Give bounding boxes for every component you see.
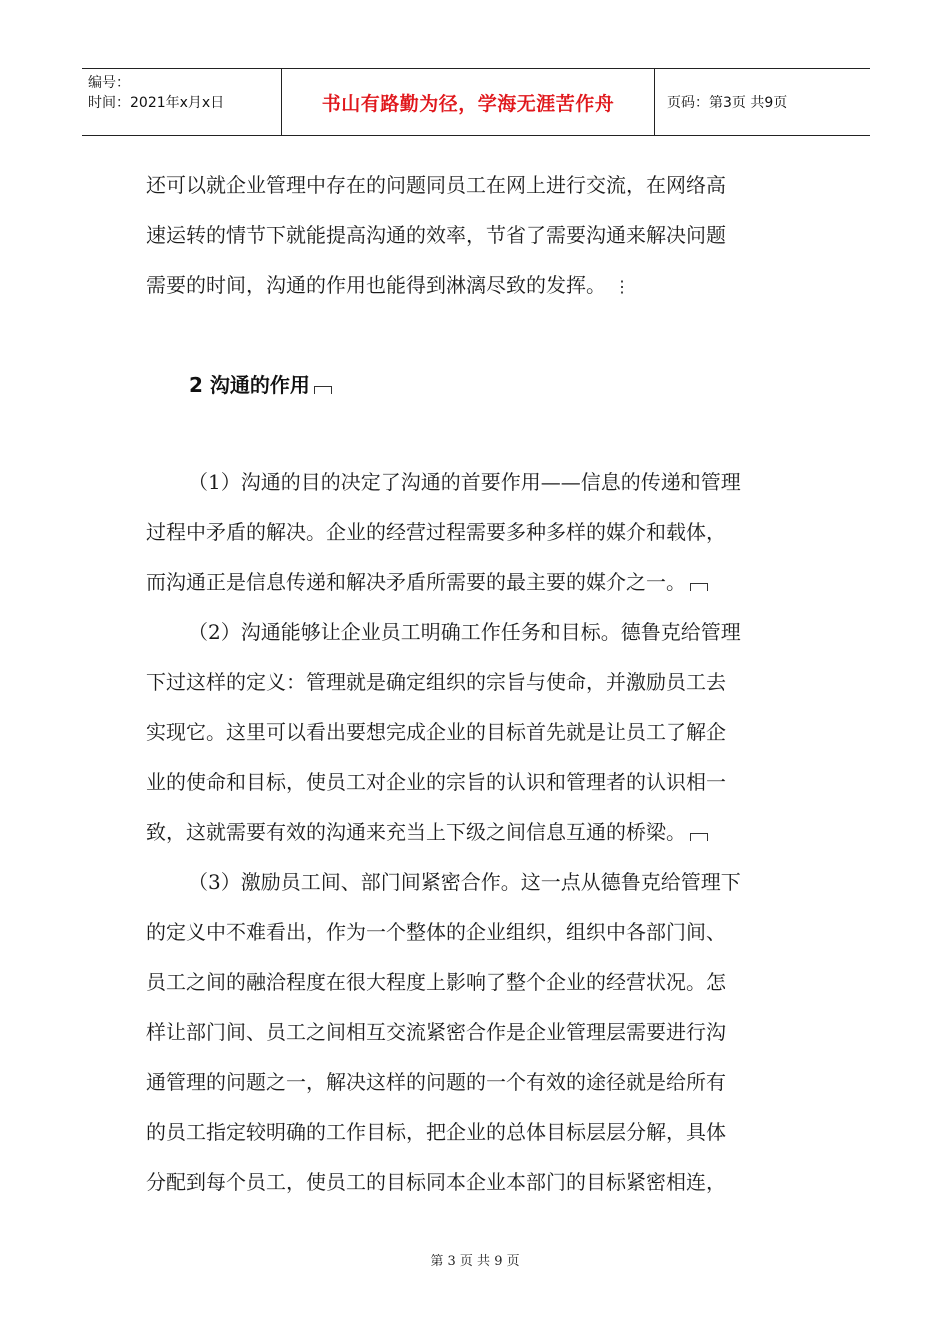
text-line xyxy=(146,210,810,260)
header-motto-cell xyxy=(282,69,655,135)
header-motto: 书山有路勤为径，学海无涯苦作舟 xyxy=(321,92,615,115)
page-footer: 第 3 页 共 9 页 xyxy=(430,1254,520,1269)
text-line xyxy=(146,1057,810,1107)
text-line-content: 员工之间的融洽程度在很大程度上影响了整个企业的经营状况。怎 xyxy=(146,970,726,994)
text-line xyxy=(146,707,810,757)
text-line-content: （2）沟通能够让企业员工明确工作任务和目标。德鲁克给管理 xyxy=(188,620,741,644)
header-meta-cell xyxy=(82,69,282,135)
document-date-label: 时间：2021年x月x日 xyxy=(88,95,225,111)
text-line-content: 还可以就企业管理中存在的问题同员工在网上进行交流，在网络高 xyxy=(146,173,726,197)
text-line-content: 致，这就需要有效的沟通来充当上下级之间信息互通的桥梁。 xyxy=(146,820,686,844)
text-line-content: 过程中矛盾的解决。企业的经营过程需要多种多样的媒介和载体， xyxy=(146,520,726,544)
paragraph-mark-icon xyxy=(690,833,708,841)
text-line xyxy=(146,260,810,310)
text-line xyxy=(146,160,810,210)
text-line xyxy=(146,1157,810,1207)
section-body xyxy=(146,457,810,1207)
text-line-content: 通管理的问题之一，解决这样的问题的一个有效的途径就是给所有 xyxy=(146,1070,726,1094)
text-line xyxy=(146,757,810,807)
text-line-content: 需要的时间，沟通的作用也能得到淋漓尽致的发挥。 xyxy=(146,273,606,297)
text-line-content: 的员工指定较明确的工作目标，把企业的总体目标层层分解，具体 xyxy=(146,1120,726,1144)
text-line-content: 业的使命和目标，使员工对企业的宗旨的认识和管理者的认识相一 xyxy=(146,770,726,794)
section-heading-text: 2 沟通的作用 xyxy=(189,373,310,397)
text-line-content: 样让部门间、员工之间相互交流紧密合作是企业管理层需要进行沟 xyxy=(146,1020,726,1044)
text-line-content: （3）激励员工间、部门间紧密合作。这一点从德鲁克给管理下 xyxy=(188,870,741,894)
intro-paragraph xyxy=(146,160,810,310)
vertical-ellipsis-mark: ⋮ xyxy=(614,277,630,296)
text-line xyxy=(146,807,810,857)
text-line xyxy=(146,1107,810,1157)
text-line-content: 速运转的情节下就能提高沟通的效率，节省了需要沟通来解决问题 xyxy=(146,223,726,247)
text-line xyxy=(146,907,810,957)
header-page-number: 页码：第3页 共9页 xyxy=(667,95,788,111)
text-line-content: 的定义中不难看出，作为一个整体的企业组织，组织中各部门间、 xyxy=(146,920,726,944)
text-line-content: 而沟通正是信息传递和解决矛盾所需要的最主要的媒介之一。 xyxy=(146,570,686,594)
document-number-label: 编号： xyxy=(88,75,130,91)
text-line xyxy=(146,657,810,707)
paragraph-mark-icon xyxy=(690,583,708,591)
text-line xyxy=(146,857,810,907)
text-line xyxy=(146,957,810,1007)
text-line xyxy=(146,507,810,557)
text-line-content: 下过这样的定义：管理就是确定组织的宗旨与使命，并激励员工去 xyxy=(146,670,726,694)
text-line xyxy=(146,1007,810,1057)
text-line xyxy=(146,557,810,607)
section-heading xyxy=(189,370,332,400)
document-header xyxy=(82,68,870,136)
paragraph-mark-icon xyxy=(314,386,332,394)
text-line-content: 分配到每个员工，使员工的目标同本企业本部门的目标紧密相连， xyxy=(146,1170,726,1194)
text-line-content: 实现它。这里可以看出要想完成企业的目标首先就是让员工了解企 xyxy=(146,720,726,744)
text-line xyxy=(146,607,810,657)
text-line-content: （1）沟通的目的决定了沟通的首要作用——信息的传递和管理 xyxy=(188,470,741,494)
text-line xyxy=(146,457,810,507)
header-page-cell xyxy=(655,69,870,135)
